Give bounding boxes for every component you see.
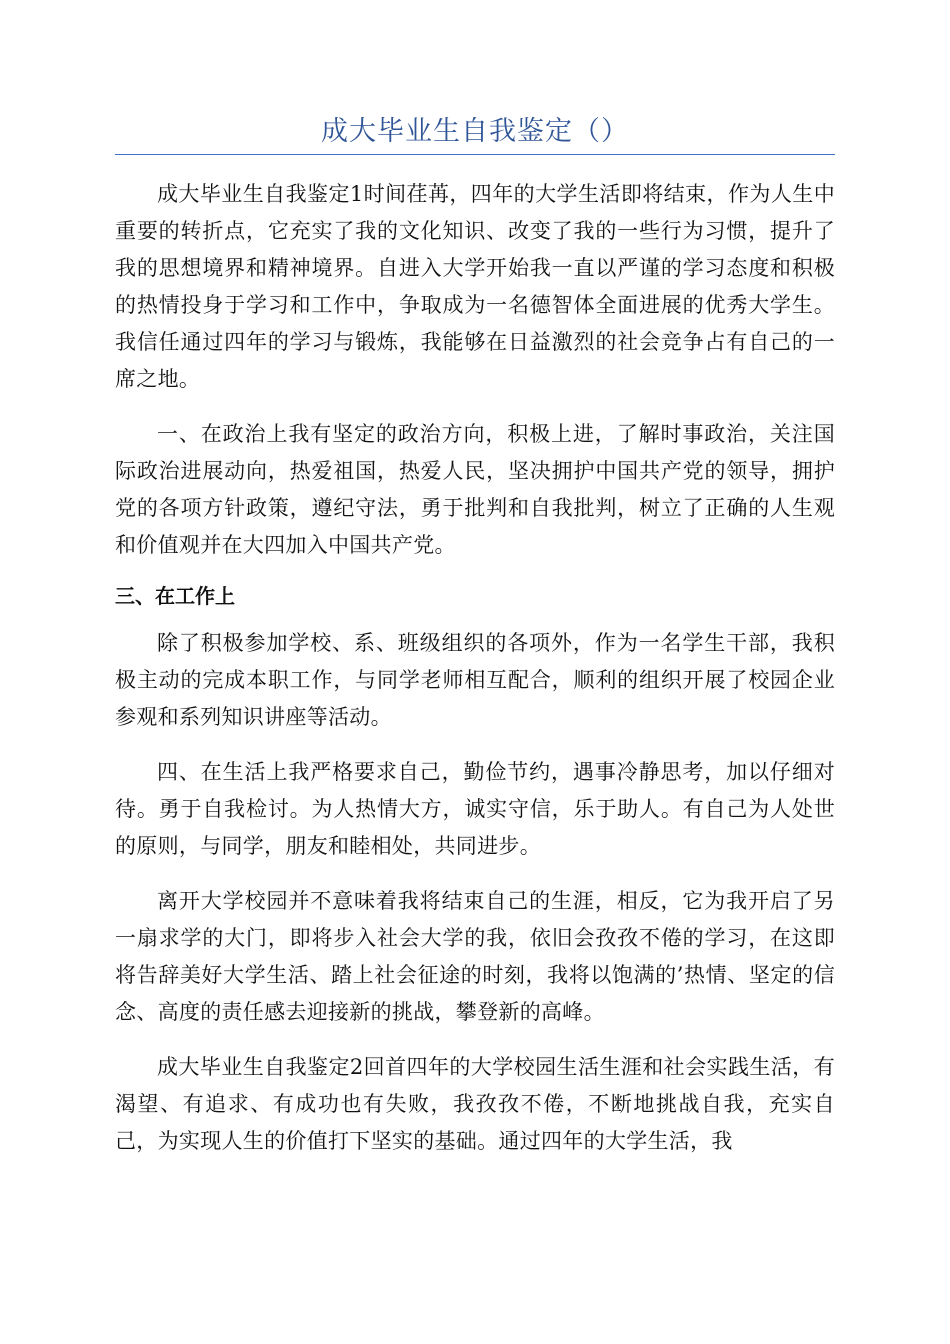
paragraph-work: 除了积极参加学校、系、班级组织的各项外，作为一名学生干部，我积极主动的完成本职工作，与同学老师相互配合，顺利的组织开展了校园企业参观和系列知识讲座等活动。 bbox=[115, 631, 835, 729]
paragraph-politics: 一、在政治上我有坚定的政治方向，积极上进，了解时事政治，关注国际政治进展动向，热爱祖国，热爱人民，坚决拥护中国共产党的领导，拥护党的各项方针政策，遵纪守法，勇于批判和自我批判，树立了正确的人生观和价值观并在大四加入中国共产党。 bbox=[115, 422, 835, 557]
document-page bbox=[115, 112, 835, 1160]
document-title: 成大毕业生自我鉴定（） bbox=[321, 116, 629, 147]
paragraph-leaving-campus: 离开大学校园并不意味着我将结束自己的生涯，相反，它为我开启了另一扇求学的大门，即将步入社会大学的我，依旧会孜孜不倦的学习，在这即将告辞美好大学生活、踏上社会征途的时刻，我将以饱满的’热情、坚定的信念、高度的责任感去迎接新的挑战，攀登新的高峰。 bbox=[115, 889, 835, 1024]
title-underline bbox=[115, 154, 835, 155]
paragraph-intro: 成大毕业生自我鉴定1时间荏苒，四年的大学生活即将结束，作为人生中重要的转折点，它充实了我的文化知识、改变了我的一些行为习惯，提升了我的思想境界和精神境界。自进入大学开始我一直以严谨的学习态度和积极的热情投身于学习和工作中，争取成为一名德智体全面进展的优秀大学生。我信任通过四年的学习与锻炼，我能够在日益激烈的社会竞争占有自己的一席之地。 bbox=[115, 182, 835, 391]
paragraph-life: 四、在生活上我严格要求自己，勤俭节约，遇事冷静思考，加以仔细对待。勇于自我检讨。为人热情大方，诚实守信，乐于助人。有自己为人处世的原则，与同学，朋友和睦相处，共同进步。 bbox=[115, 760, 835, 858]
section-heading-work: 三、在工作上 bbox=[115, 584, 235, 608]
paragraph-self-assessment-2: 成大毕业生自我鉴定2回首四年的大学校园生活生涯和社会实践生活，有渴望、有追求、有成功也有失败，我孜孜不倦，不断地挑战自我，充实自己，为实现人生的价值打下坚实的基础。通过四年的大学生活，我 bbox=[115, 1055, 835, 1153]
